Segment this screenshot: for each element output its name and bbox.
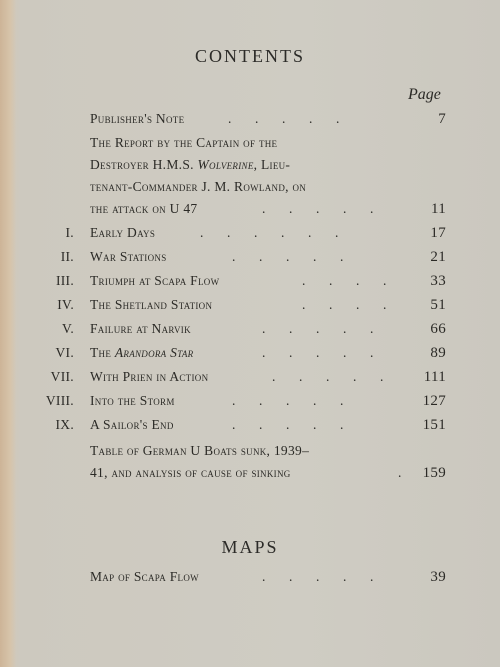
toc-entry-title: War Stations: [90, 249, 167, 264]
toc-entry-page: 151: [422, 417, 446, 433]
toc-entry-chapter-3[interactable]: [0, 270, 500, 292]
toc-entry-page: 21: [430, 249, 446, 265]
toc-entry-chapter-6[interactable]: [0, 342, 500, 364]
chapter-number: VII.: [50, 369, 74, 384]
leader-dots: . . . .: [302, 297, 387, 312]
chapter-number: I.: [65, 225, 74, 240]
toc-entry-chapter-7[interactable]: [0, 366, 500, 388]
ship-name: Arandora Star: [114, 345, 194, 360]
toc-entry-title: With Prien in Action: [90, 369, 209, 384]
toc-entry-title: Into the Storm: [90, 393, 175, 408]
toc-entry-report-line-4[interactable]: [0, 198, 500, 220]
toc-entry-title: Publisher's Note: [90, 111, 185, 126]
toc-entry-title: 41, and analysis of cause of sinking: [90, 465, 291, 480]
leader-dots: . . . . .: [262, 321, 374, 336]
maps-entry-title: Map of Scapa Flow: [90, 569, 199, 584]
toc-entry-report-line-3[interactable]: tenant-Commander J. M. Rowland, on: [90, 179, 307, 194]
leader-dots: . . . . . .: [200, 225, 339, 240]
chapter-number: IV.: [57, 297, 74, 312]
toc-entry-title: The Shetland Station: [90, 297, 213, 312]
toc-entry-page: 89: [430, 345, 446, 361]
report-text-b: , Lieu-: [253, 157, 291, 172]
toc-entry-page: 111: [423, 369, 446, 385]
toc-entry-chapter-2[interactable]: [0, 246, 500, 268]
toc-entry-chapter-4[interactable]: [0, 294, 500, 316]
leader-dots: . . . . .: [232, 417, 344, 432]
leader-dots: . . . .: [302, 273, 387, 288]
toc-entry-publishers-note[interactable]: [0, 108, 500, 130]
toc-entry-page: 66: [430, 321, 446, 337]
leader-dots: .: [398, 465, 402, 480]
maps-entry-page: 39: [430, 569, 446, 585]
toc-entry-title: Failure at Narvik: [90, 321, 191, 336]
chapter-number: V.: [62, 321, 74, 336]
leader-dots: . . . . .: [262, 345, 374, 360]
toc-entry-title: Early Days: [90, 225, 156, 240]
chapter-number: VIII.: [45, 393, 74, 408]
leader-dots: . . . . .: [262, 201, 374, 216]
toc-entry-table-line-1[interactable]: Table of German U Boats sunk, 1939–: [90, 443, 310, 458]
leader-dots: . . . . .: [228, 111, 340, 126]
toc-entry-page: 33: [430, 273, 446, 289]
toc-entry-page: 51: [430, 297, 446, 313]
leader-dots: . . . . .: [262, 569, 374, 584]
chapter-number: VI.: [55, 345, 74, 360]
ship-name: Wolverine: [197, 157, 254, 172]
leader-dots: . . . . .: [232, 249, 344, 264]
toc-entry-page: 127: [422, 393, 446, 409]
maps-entry-scapa-flow[interactable]: [0, 566, 500, 588]
page-column-label: Page: [408, 86, 441, 103]
maps-heading: MAPS: [221, 537, 279, 557]
toc-entry-title: The Arandora Star: [90, 345, 194, 360]
toc-entry-table-line-2[interactable]: [0, 462, 500, 484]
toc-entry-title: A Sailor's End: [90, 417, 174, 432]
toc-entry-chapter-9[interactable]: [0, 414, 500, 436]
contents-heading: CONTENTS: [195, 46, 305, 66]
toc-entry-page: 11: [430, 201, 446, 217]
leader-dots: . . . . .: [232, 393, 344, 408]
chapter-number: III.: [55, 273, 74, 288]
toc-entry-chapter-5[interactable]: [0, 318, 500, 340]
toc-entry-report-line-2[interactable]: [90, 154, 290, 176]
toc-entry-page: 7: [438, 111, 446, 127]
toc-entry-chapter-1[interactable]: [0, 222, 500, 244]
toc-entry-title: the attack on U 47: [90, 201, 198, 216]
chapter-number: II.: [60, 249, 74, 264]
toc-entry-report-line-1[interactable]: The Report by the Captain of the: [90, 135, 278, 150]
chapter-number: IX.: [55, 417, 74, 432]
report-text-a: Destroyer H.M.S.: [90, 157, 194, 172]
toc-entry-chapter-8[interactable]: [0, 390, 500, 412]
toc-entry-title: Triumph at Scapa Flow: [90, 273, 220, 288]
leader-dots: . . . . .: [272, 369, 384, 384]
toc-entry-page: 17: [430, 225, 446, 241]
toc-entry-page: 159: [422, 465, 446, 481]
